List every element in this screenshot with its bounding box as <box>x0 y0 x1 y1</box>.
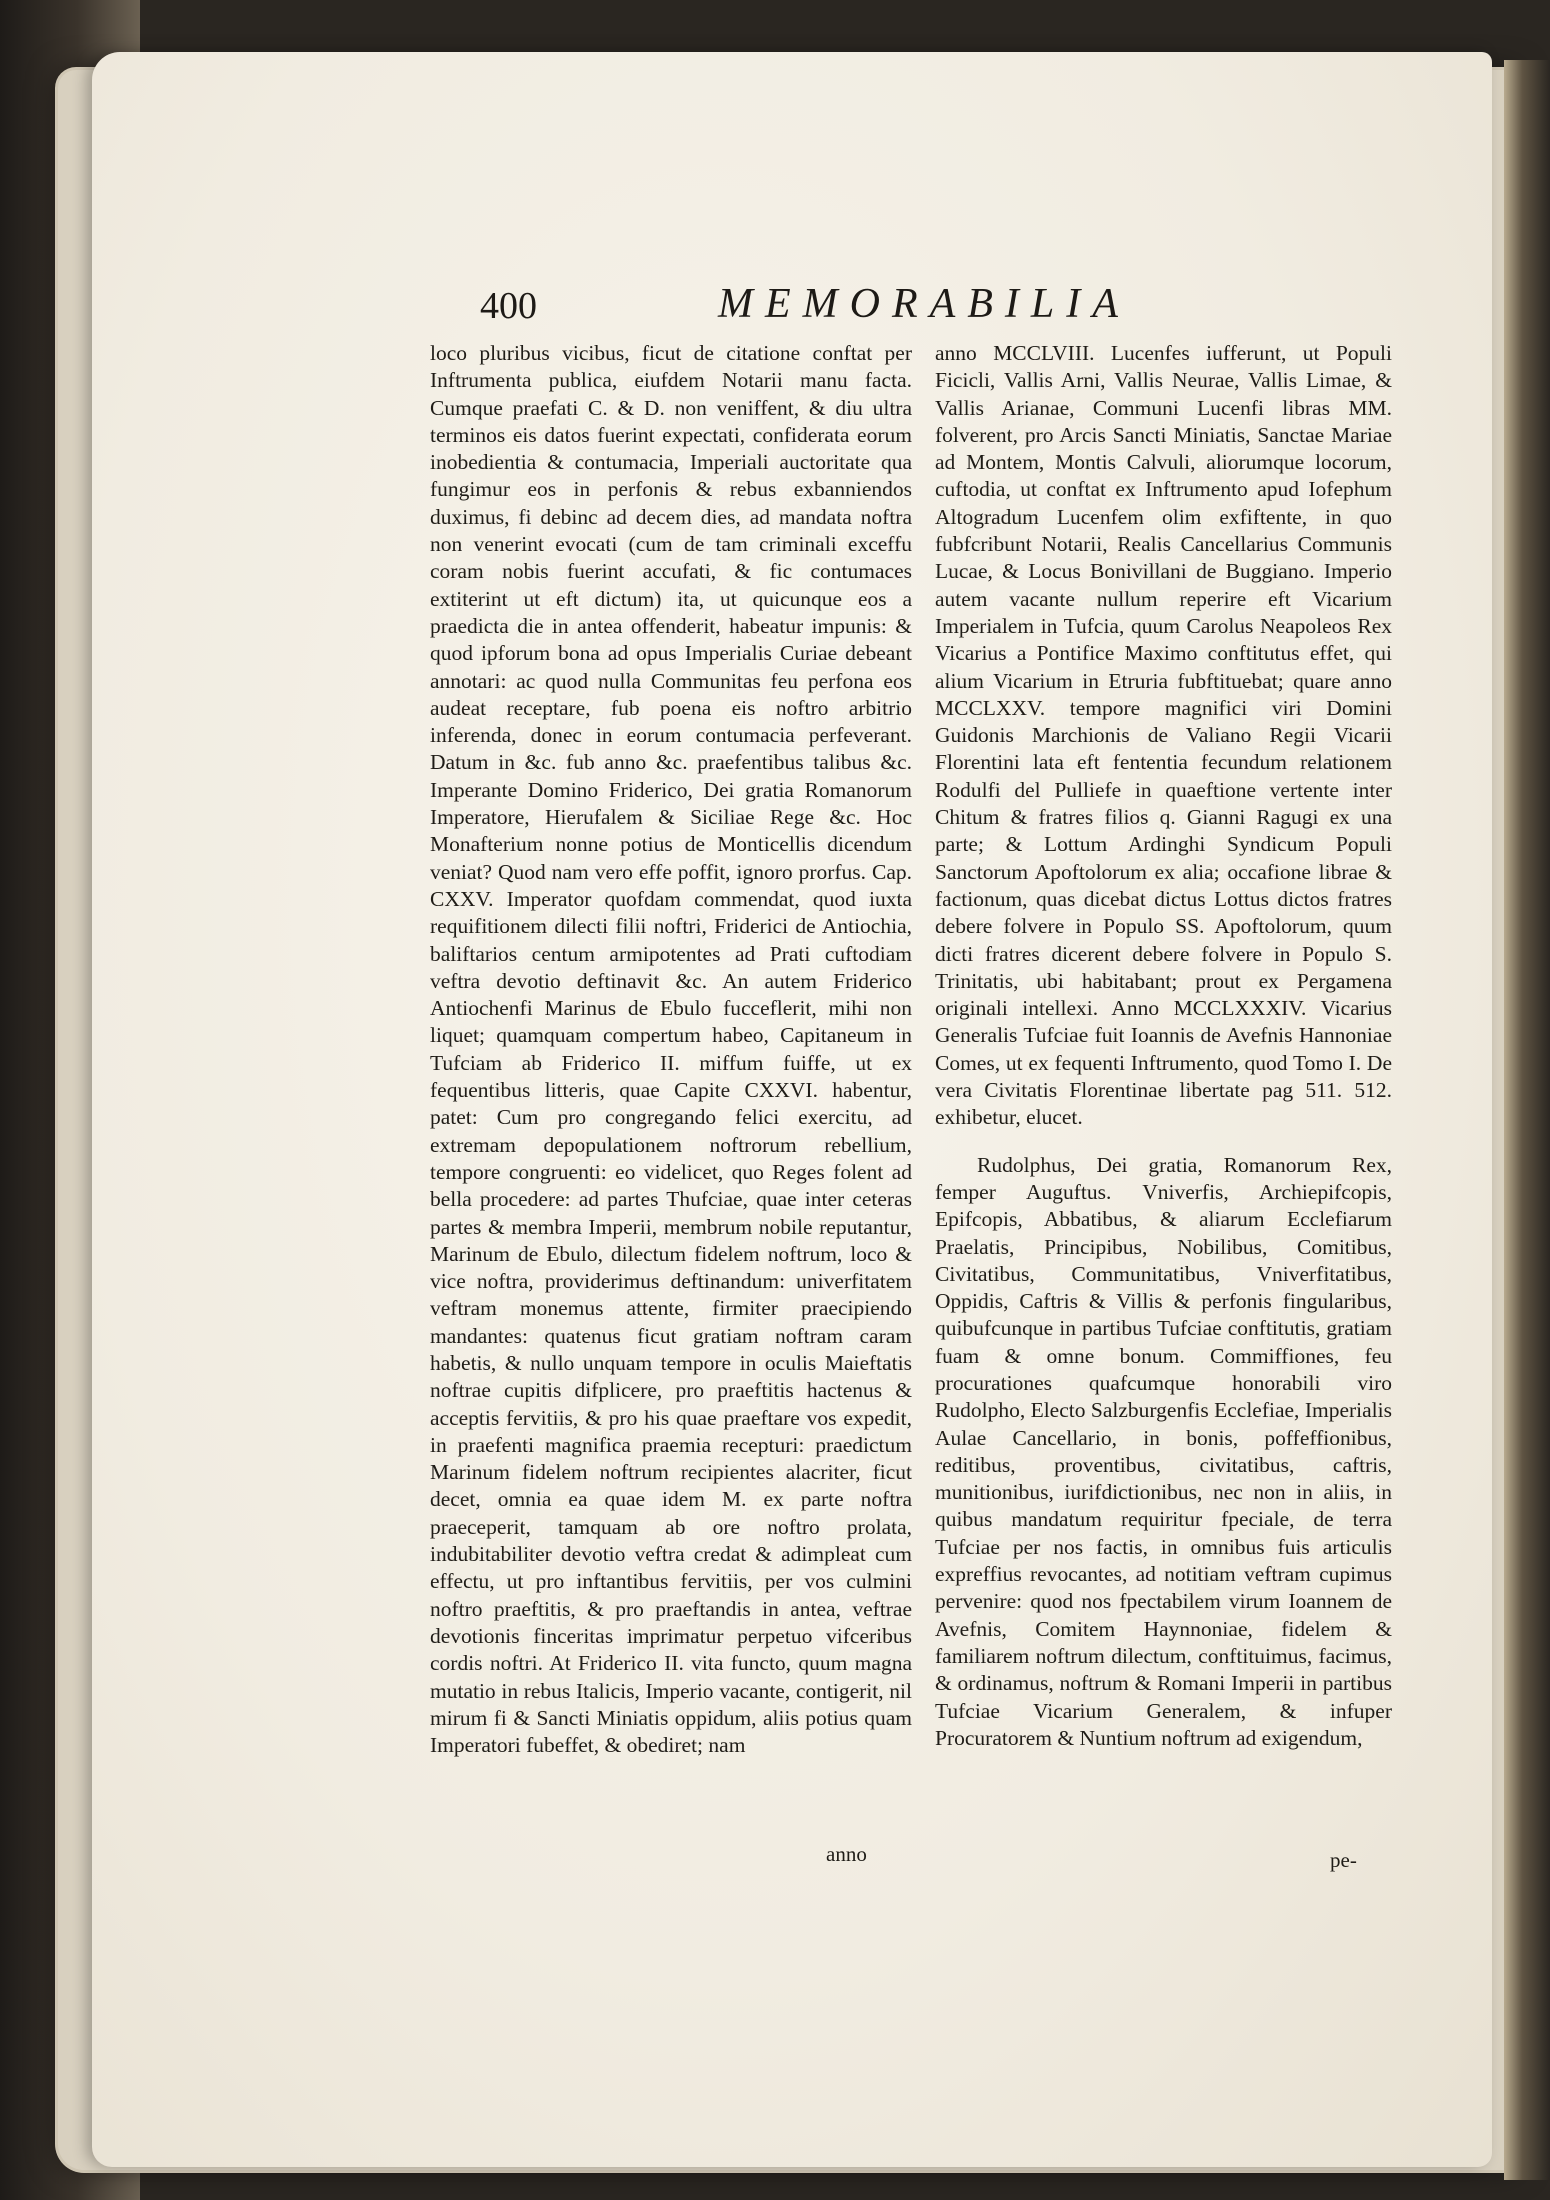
right-column <box>935 340 1392 1752</box>
left-column <box>430 340 912 1759</box>
left-catchword: anno <box>826 1842 867 1866</box>
right-paragraph-1: anno MCCLVIII. Lucenfes iufferunt, ut Populi Ficicli, Vallis Arni, Vallis Neurae, Vallis Limae, & Vallis Arianae, Communi Lucenfi libras MM. folverent, pro Arcis Sancti Miniatis, Sanctae Mariae ad Montem, Montis Calvuli, aliorumque locorum, cuftodia, ut conftat ex Inftrumento apud Iofephum Altogradum Lucenfem olim exfiftente, in quo fubfcribunt Notarii, Realis Cancellarius Communis Lucae, & Locus Bonivillani de Buggiano. Imperio autem vacante nullum reperire eft Vicarium Imperialem in Tufcia, quum Carolus Neapoleos Rex Vicarius a Pontifice Maximo conftitutus effet, qui alium Vicarium in Etruria fubftituebat; quare anno MCCLXXV. tempore magnifici viri Domini Guidonis Marchionis de Valiano Regii Vicarii Florentini lata eft fententia fecundum relationem Rodulfi del Pulliefe in quaeftione vertente inter Chitum & fratres filios q. Gianni Ragugi ex una parte; & Lottum Ardinghi Syndicum Populi Sanctorum Apoftolorum ex alia; occafione librae & factionum, quas dicebat dictus Lottus dictos fratres debere folvere in Populo SS. Apoftolorum, quum dicti fratres dicerent debere folvere in Populo S. Trinitatis, ubi habitabant; prout ex Pergamena originali intellexi. Anno MCCLXXXIV. Vicarius Generalis Tufciae fuit Ioannis de Avefnis Hannoniae Comes, ut ex fequenti Inftrumento, quod Tomo I. De vera Civitatis Florentinae libertate pag 511. 512. exhibetur, elucet. <box>935 341 1392 1130</box>
running-title: MEMORABILIA <box>718 281 1130 327</box>
page-header <box>480 276 1240 326</box>
page-number: 400 <box>480 285 537 327</box>
right-catchword: pe- <box>1330 1848 1357 1872</box>
facing-page-edge <box>1504 60 1550 2180</box>
left-column-text: loco pluribus vicibus, ficut de citatione conftat per Inftrumenta publica, eiufdem Notarii manu facta. Cumque praefati C. & D. non veniffent, & diu ultra terminos eis datos fuerint expectati, confiderata eorum inobedientia & contumacia, Imperiali auctoritate qua fungimur eos in perfonis & rebus exbanniendos duximus, fi debinc ad decem dies, ad mandata noftra non venerint evocati (cum de tam criminali exceffu coram nobis fuerint accufati, & fic contumaces extiterint ut eft dictum) ita, ut quicunque eos a praedicta die in antea offenderit, habeatur impunis: & quod ipforum bona ad opus Imperialis Curiae debeant annotari: ac quod nulla Communitas feu perfona eos audeat receptare, fub poena eis noftro arbitrio inferenda, donec in eorum contumacia perfeverant. Datum in &c. fub anno &c. praefentibus talibus &c. Imperante Domino Friderico, Dei gratia Romanorum Imperatore, Hierufalem & Siciliae Rege &c. Hoc Monafterium nonne potius de Monticellis dicendum veniat? Quod nam vero effe poffit, ignoro prorfus. Cap. CXXV. Imperator quofdam commendat, quod iuxta requifitionem dilecti filii noftri, Friderici de Antiochia, baliftarios centum armipotentes ad Prati cuftodiam veftra devotio deftinavit &c. An autem Friderico Antiochenfi Marinus de Ebulo fucceflerit, mihi non liquet; quamquam compertum habeo, Capitaneum in Tufciam ab Friderico II. miffum fuiffe, ut ex fequentibus litteris, quae Capite CXXVI. habentur, patet: Cum pro congregando felici exercitu, ad extremam depopulationem noftrorum rebellium, tempore congruenti: eo videlicet, quo Reges folent ad bella procedere: ad partes Thufciae, quae inter ceteras partes & membra Imperii, membrum nobile reputantur, Marinum de Ebulo, dilectum fidelem noftrum, loco & vice noftra, providerimus deftinandum: univerfitatem veftram monemus attente, firmiter praecipiendo mandantes: quatenus ficut gratiam noftram caram habetis, & nullo unquam tempore in oculis Maieftatis noftrae cupitis difplicere, pro praeftitis hactenus & acceptis fervitiis, & pro his quae praeftare vos expedit, in praefenti magnifica praemia recepturi: praedictum Marinum fidelem noftrum recipientes alacriter, ficut decet, omnia ea quae idem M. ex parte noftra praeceperit, tamquam ab ore noftro prolata, indubitabiliter devotio veftra credat & adimpleat cum effectu, ut pro inftantibus fervitiis, per vos culmini noftro praeftitis, & pro praeftandis in antea, veftrae devotionis finceritas imprimatur perpetuo vifceribus cordis noftri. At Friderico II. vita functo, quum magna mutatio in rebus Italicis, Imperio vacante, contigerit, nil mirum fi & Sancti Miniatis oppidum, aliis potius quam Imperatori fubeffet, & obediret; nam <box>430 341 912 1758</box>
right-paragraph-2: Rudolphus, Dei gratia, Romanorum Rex, femper Auguftus. Vniverfis, Archiepifcopis, Epifcopis, Abbatibus, & aliarum Ecclefiarum Praelatis, Principibus, Nobilibus, Comitibus, Civitatibus, Communitatibus, Vniverfitatibus, Oppidis, Caftris & Villis & perfonis fingularibus, quibufcunque in partibus Tufciae conftitutis, gratiam fuam & omne bonum. Commiffiones, feu procurationes quafcumque honorabili viro Rudolpho, Electo Salzburgenfis Ecclefiae, Imperialis Aulae Cancellario, in bonis, poffeffionibus, reditibus, proventibus, civitatibus, caftris, munitionibus, iurifdictionibus, nec non in aliis, in quibus mandatum requiritur fpeciale, de terra Tufciae per nos factis, in omnibus fuis articulis expreffius revocantes, ad notitiam veftram cupimus pervenire: quod nos fpectabilem virum Ioannem de Avefnis, Comitem Haynnoniae, fidelem & familiarem noftrum dilectum, conftituimus, facimus, & ordinamus, noftrum & Romani Imperii in partibus Tufciae Vicarium Generalem, & infuper Procuratorem & Nuntium noftrum ad exigendum, <box>935 1152 1392 1750</box>
